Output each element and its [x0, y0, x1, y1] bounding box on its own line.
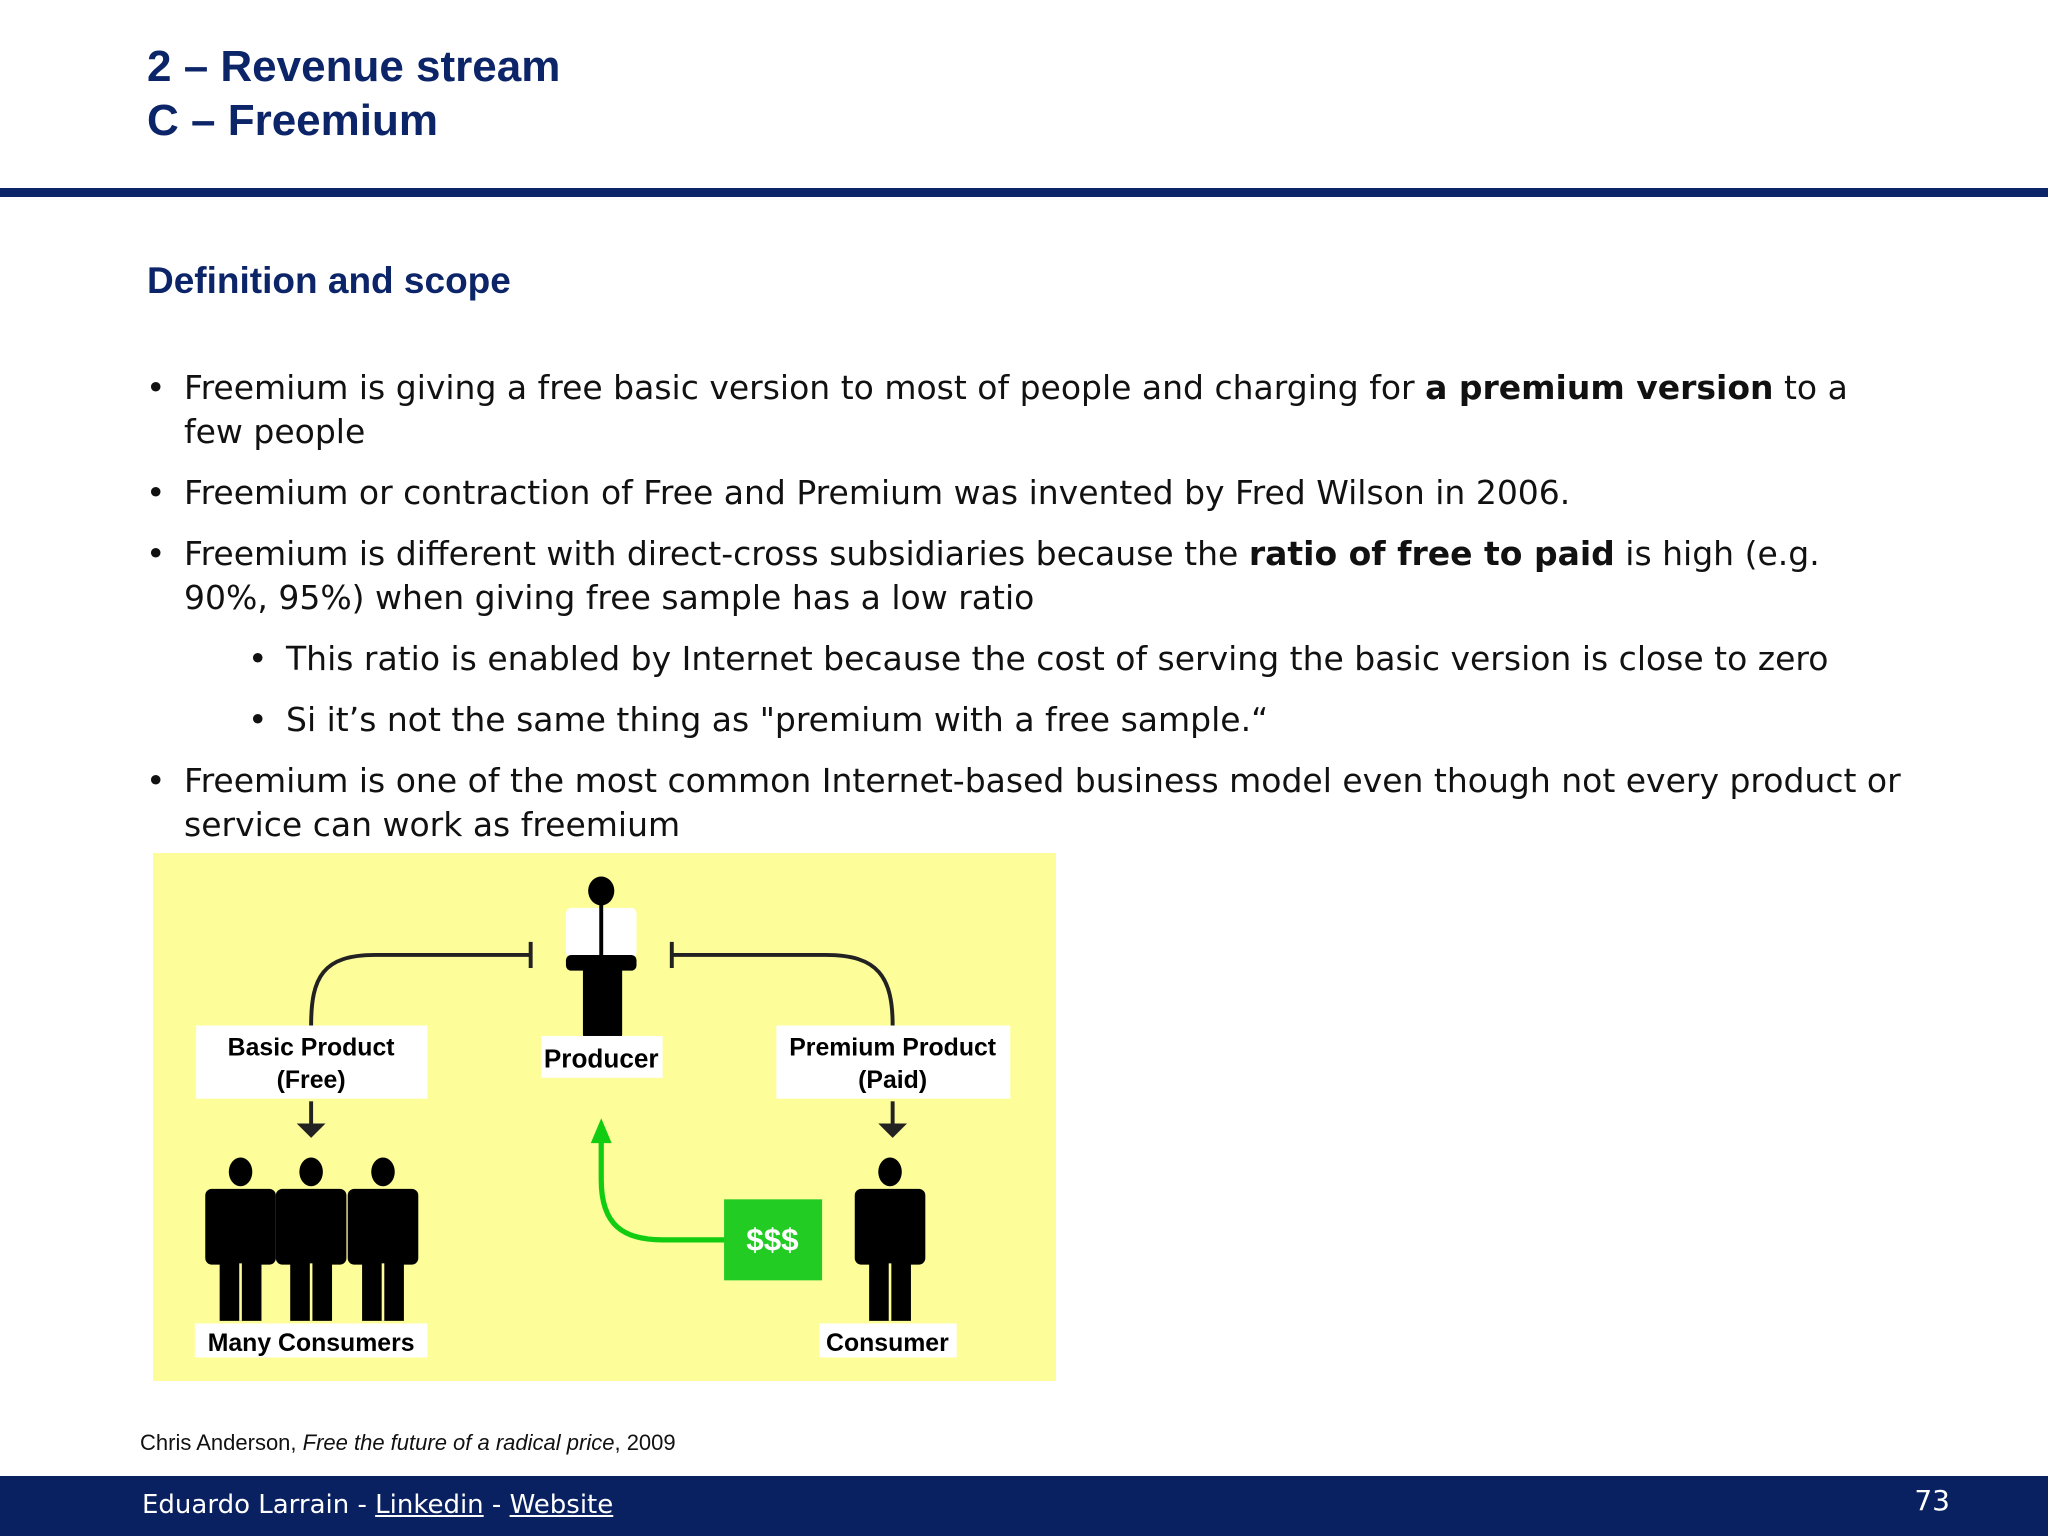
bullet-text: Freemium or contraction of Free and Premium was invented by Fred Wilson in 2006. [184, 473, 1571, 512]
linkedin-link[interactable]: Linkedin [375, 1490, 484, 1520]
bullet-dot: • [248, 639, 268, 678]
sub-bullet-item [248, 637, 1906, 681]
bullet-dot: • [146, 761, 166, 800]
title-line-2: C – Freemium [147, 96, 438, 145]
premium-product-label: Premium Product [789, 1034, 997, 1062]
slide-title [147, 40, 560, 148]
bullet-bold: ratio of free to paid [1248, 534, 1615, 573]
header-divider [0, 188, 2048, 197]
bullet-bold: a premium version [1425, 368, 1774, 407]
bullet-text: Freemium is giving a free basic version to most of people and charging for [184, 368, 1426, 407]
bullet-dot: • [146, 534, 166, 573]
many-consumers-label: Many Consumers [207, 1329, 415, 1357]
bullet-dot: • [248, 700, 268, 739]
bullet-text: This ratio is enabled by Internet because the cost of serving the basic version is close to zero [286, 639, 1829, 678]
citation-year: , 2009 [614, 1430, 676, 1455]
producer-label: Producer [543, 1043, 659, 1074]
section-title: Definition and scope [147, 260, 511, 301]
sub-bullet-item [248, 698, 1906, 742]
bullet-item [146, 471, 1906, 515]
footer-bar [0, 1476, 2048, 1536]
footer-credits [142, 1490, 613, 1520]
citation-author: Chris Anderson, [140, 1430, 303, 1455]
basic-product-label: Basic Product [227, 1034, 395, 1062]
bullet-list [146, 366, 1906, 864]
separator: - [483, 1490, 510, 1520]
bullet-text: to a few people [184, 368, 1848, 451]
citation-title: Free the future of a radical price [302, 1430, 615, 1455]
author-name: Eduardo Larrain - [142, 1490, 376, 1520]
title-line-1: 2 – Revenue stream [147, 42, 561, 91]
bullet-item [146, 759, 1906, 847]
bullet-dot: • [146, 368, 166, 407]
basic-product-price: (Free) [276, 1067, 346, 1095]
money-label: $$$ [746, 1222, 799, 1258]
bullet-text: Si it’s not the same thing as "premium with a free sample.“ [286, 700, 1269, 739]
bullet-item [146, 366, 1906, 454]
bullet-dot: • [146, 473, 166, 512]
freemium-diagram [153, 853, 1056, 1381]
page-number: 73 [1914, 1484, 1950, 1517]
website-link[interactable]: Website [509, 1490, 614, 1520]
consumer-label: Consumer [826, 1329, 949, 1357]
bullet-text: Freemium is different with direct-cross subsidiaries because the [184, 534, 1249, 573]
bullet-item [146, 532, 1906, 620]
many-consumers-icon [205, 1158, 418, 1321]
premium-product-price: (Paid) [858, 1067, 928, 1095]
citation [140, 1430, 676, 1456]
bullet-text: Freemium is one of the most common Internet-based business model even though not every product or service can work as freemium [184, 761, 1901, 844]
bullet-text: is high (e.g. 90%, 95%) when giving free sample has a low ratio [184, 534, 1820, 617]
